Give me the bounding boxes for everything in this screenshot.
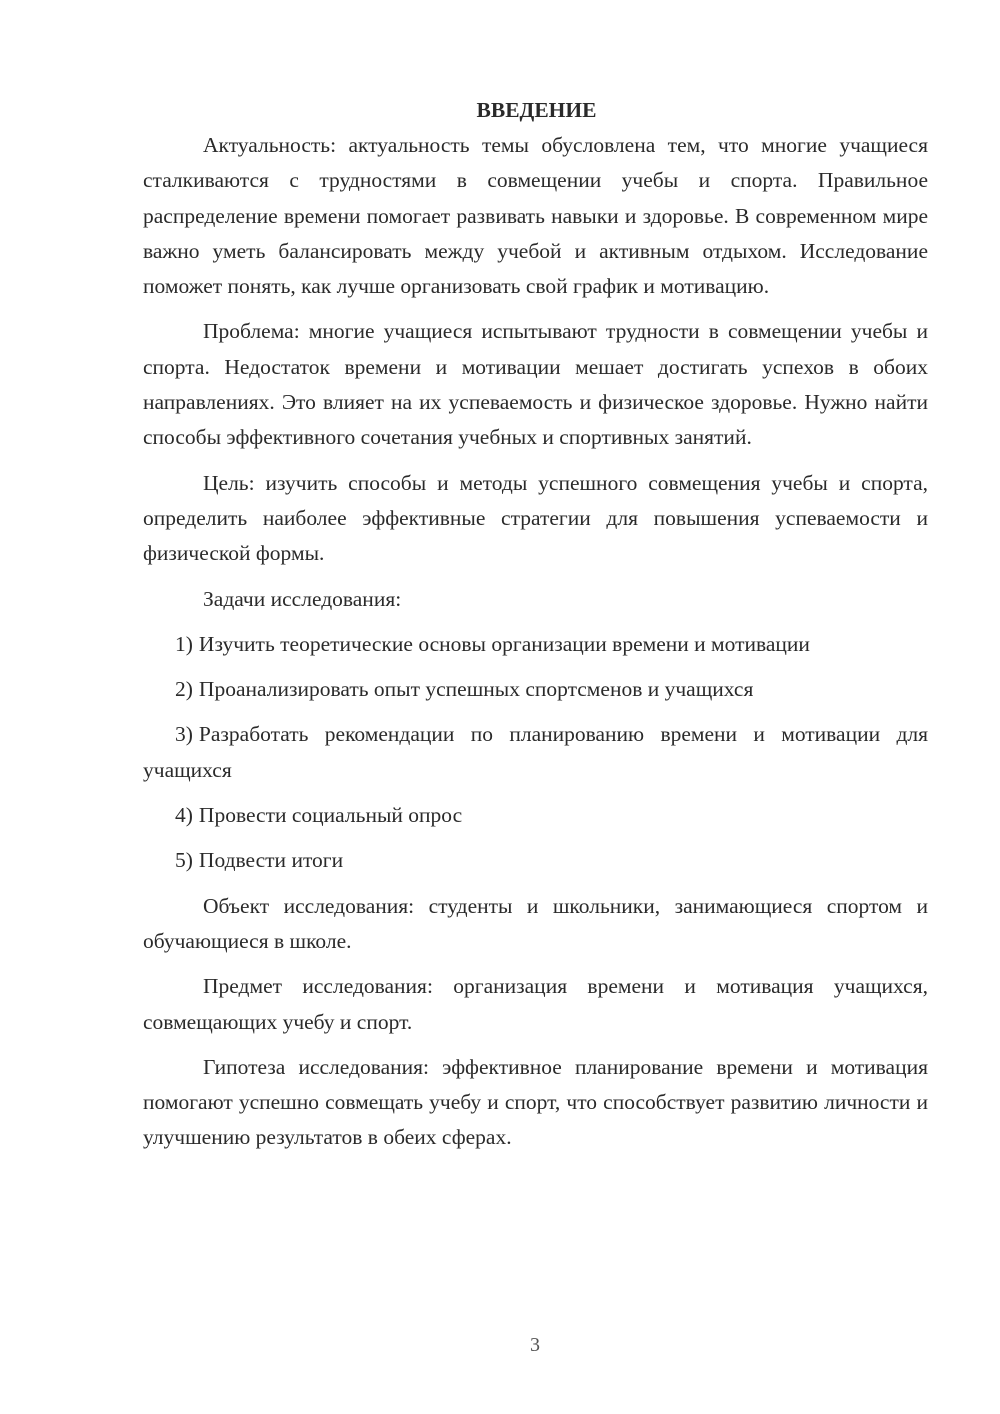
list-item-text: Разработать рекомендации по планированию времени и мотивации для учащихся: [143, 722, 928, 782]
paragraph-hypothesis: Гипотеза исследования: эффективное планирование времени и мотивация помогают успешно совмещать учебу и спорт, что способствует развитию личности и улучшению результатов в обеих сферах.: [143, 1054, 928, 1150]
list-item: [143, 627, 928, 662]
paragraph-relevance: Актуальность: актуальность темы обусловлена тем, что многие учащиеся сталкиваются с трудностями в совмещении учебы и спорта. Правильное распределение времени помогает развивать навыки и здоровье. В современном мире важно уметь балансировать между учебой и активным отдыхом. Исследование поможет понять, как лучше организовать свой график и мотивацию.: [143, 133, 928, 299]
paragraph-subject: Предмет исследования: организация времени и мотивация учащихся, совмещающих учебу и спорт.: [143, 974, 928, 1034]
tasks-heading: Задачи исследования:: [203, 586, 402, 611]
list-item-text: Проанализировать опыт успешных спортсменов и учащихся: [198, 677, 754, 702]
list-item-number: 4): [175, 803, 193, 828]
list-item-text: Провести социальный опрос: [198, 803, 463, 828]
list-item-number: 2): [175, 677, 193, 702]
paragraph-problem: Проблема: многие учащиеся испытывают трудности в совмещении учебы и спорта. Недостаток времени и мотивации мешает достигать успехов в обоих направлениях. Это влияет на их успеваемость и физическое здоровье. Нужно найти способы эффективного сочетания учебных и спортивных занятий.: [143, 319, 928, 450]
paragraph-object: Объект исследования: студенты и школьники, занимающиеся спортом и обучающиеся в школе.: [143, 893, 928, 953]
list-item: [143, 798, 928, 833]
list-item: [143, 672, 928, 707]
page-number: 3: [530, 1334, 540, 1356]
list-item: [143, 717, 928, 788]
list-item-text: Изучить теоретические основы организации времени и мотивации: [198, 631, 810, 656]
page-content: [143, 93, 928, 1156]
list-item-number: 1): [175, 631, 193, 656]
list-item-text: Подвести итоги: [198, 848, 344, 873]
list-item-number: 3): [175, 722, 193, 747]
list-item: [143, 843, 928, 878]
paragraph-goal: Цель: изучить способы и методы успешного совмещения учебы и спорта, определить наиболее эффективные стратегии для повышения успеваемости и физической формы.: [143, 470, 928, 566]
list-item-number: 5): [175, 848, 193, 873]
page-title: ВВЕДЕНИЕ: [476, 98, 597, 122]
